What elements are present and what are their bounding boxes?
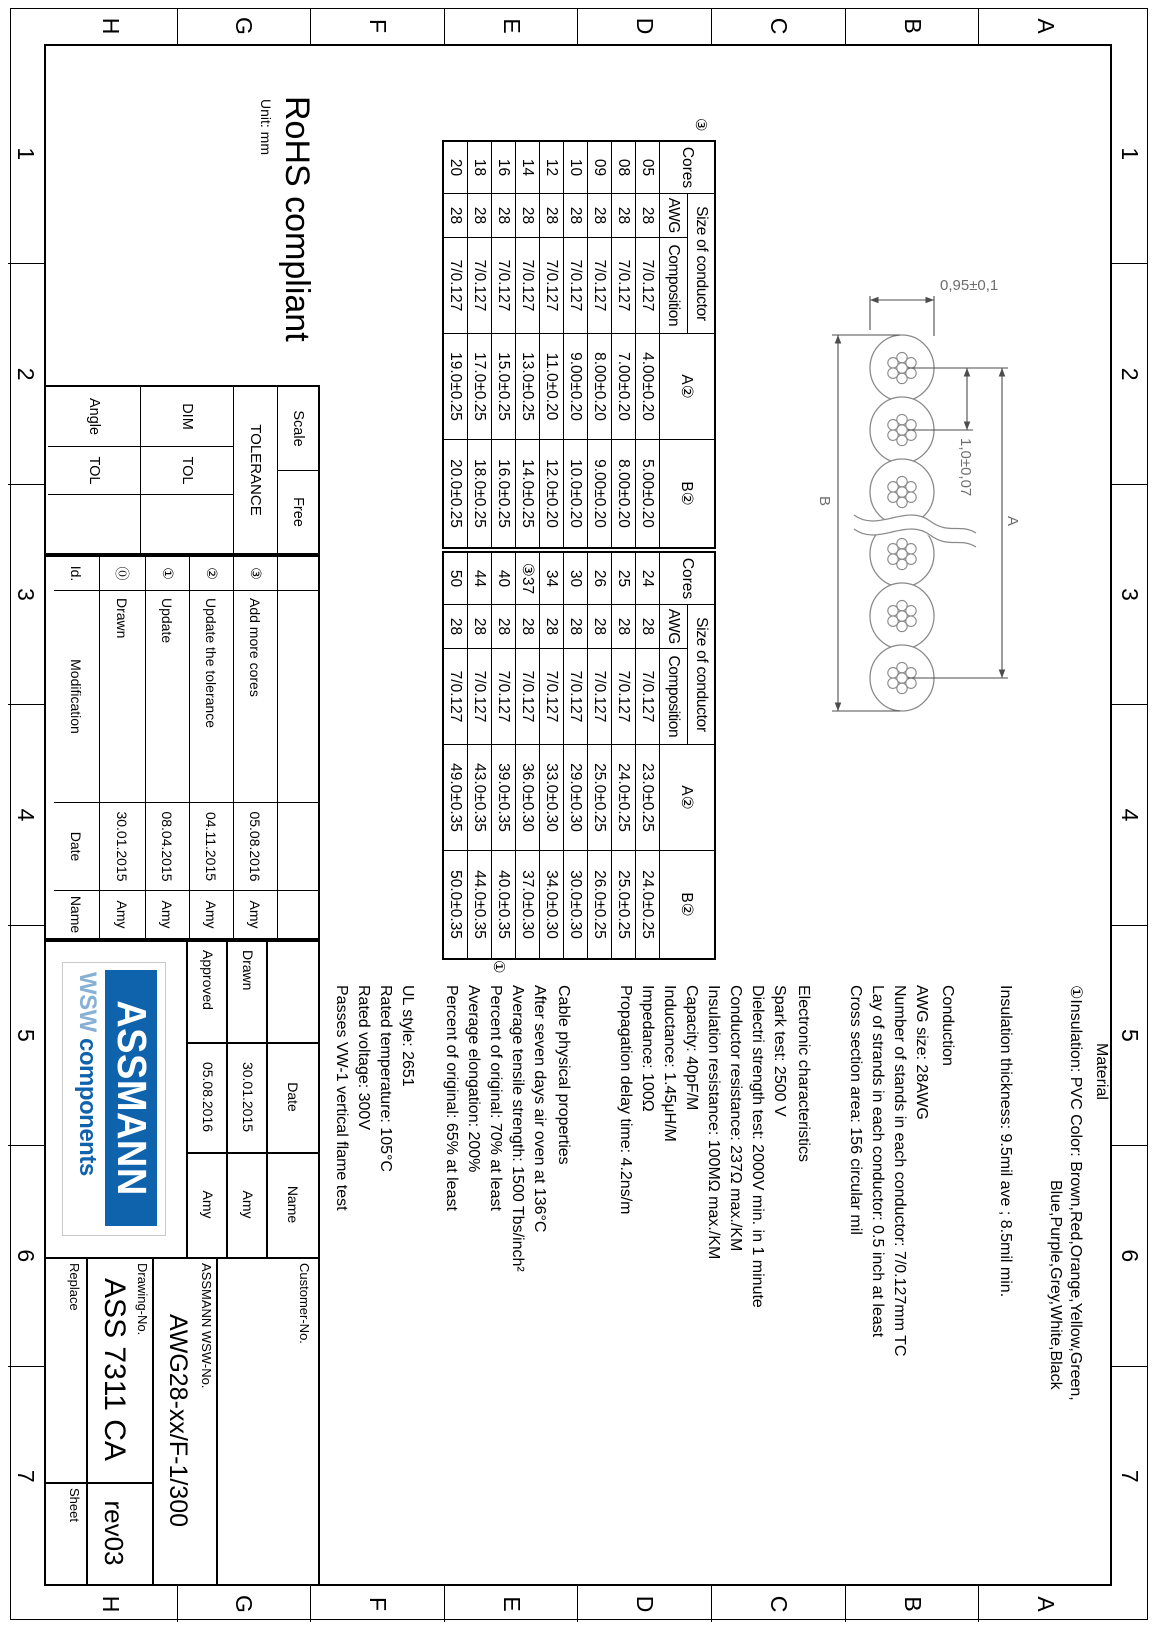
sheet-label: Sheet xyxy=(67,1488,82,1522)
assmann-logo xyxy=(62,962,166,1236)
table-row: ③37 28 7/0.127 36.0±0.30 37.0±0.30 xyxy=(516,553,540,958)
grid-letter: D xyxy=(579,8,713,44)
assmann-logo-box xyxy=(105,970,157,1226)
electronic-line: Impedance: 100Ω xyxy=(639,985,656,1112)
col-header-a: A② xyxy=(660,745,714,851)
grid-number: 1 xyxy=(1117,147,1144,161)
table-row: 14 28 7/0.127 13.0±0.25 14.0±0.25 xyxy=(516,142,540,547)
material-title: Material xyxy=(1093,1043,1110,1100)
grid-number: 5 xyxy=(1112,925,1148,1145)
physical-line: After seven days air oven at 136°C xyxy=(531,985,548,1233)
dim-tol-label: TOL xyxy=(141,447,233,495)
col-header-a: A② xyxy=(660,334,714,440)
grid-ref-top xyxy=(1112,44,1148,1586)
drawing-no-value: ASS 7311 CA xyxy=(98,1278,131,1461)
grid-letter: B xyxy=(846,1586,980,1622)
sign-date-header: Date xyxy=(285,1082,301,1112)
ul-line: Rated voltage: 300V xyxy=(355,985,372,1130)
revision-row: ② Update the tolerance 04.11.2015 Amy xyxy=(190,557,234,938)
grid-ref-right xyxy=(44,1586,1112,1622)
scale-value: Free xyxy=(290,497,306,527)
material-line: Insulation thickness: 9.5mil ave ; 8.5mil min. xyxy=(997,985,1014,1298)
ul-line: UL style: 2651 xyxy=(399,985,416,1087)
col-header-cores: Cores xyxy=(660,553,714,605)
electronic-title: Electronic characteristics xyxy=(795,985,812,1162)
col-header-composition: Composition xyxy=(665,655,683,738)
revision-row: ③ Add more cores 05.08.2016 Amy xyxy=(234,557,278,938)
wsw-no-value: AWG28-xx/F-1/300 xyxy=(164,1313,193,1528)
electronic-line: Dielectri strength test: 2000V min. in 1 minute xyxy=(749,985,766,1308)
table-row: 20 28 7/0.127 19.0±0.25 20.0±0.25 xyxy=(444,142,468,547)
revision-table xyxy=(44,555,320,940)
title-block xyxy=(44,940,320,1586)
assmann-brand-text: ASSMANN xyxy=(108,1000,155,1196)
angle-tol-value xyxy=(48,495,140,553)
physical-title: Cable physical properties xyxy=(555,985,572,1165)
size-of-conductor-label: Size of conductor xyxy=(687,194,714,333)
grid-number: 5 xyxy=(8,925,44,1145)
col-header-composition: Composition xyxy=(665,244,683,327)
grid-letter: A xyxy=(1033,1596,1060,1612)
ul-line: Passes VW-1 vertical flame test xyxy=(333,985,350,1211)
physical-line: Average elongation: 200% xyxy=(465,985,482,1173)
col-header-size xyxy=(660,194,714,334)
conduction-line: AWG size: 28AWG xyxy=(913,985,930,1120)
customer-no-label: Customer-No. xyxy=(297,1263,312,1344)
grid-letter: H xyxy=(44,1586,178,1622)
col-header-size xyxy=(660,605,714,745)
table-row: 12 28 7/0.127 11.0±0.20 12.0±0.20 xyxy=(540,142,564,547)
table-row: 34 28 7/0.127 33.0±0.30 34.0±0.30 xyxy=(540,553,564,958)
grid-letter: E xyxy=(445,8,579,44)
drawn-name: Amy xyxy=(240,1190,256,1219)
cores-table-1 xyxy=(442,140,716,549)
table-row: 16 28 7/0.127 15.0±0.25 16.0±0.25 xyxy=(492,142,516,547)
table-row: 08 28 7/0.127 7.00±0.20 8.00±0.20 xyxy=(612,142,636,547)
sign-name-header: Name xyxy=(285,1185,301,1224)
electronic-line: Conductor resistance: 237Ω max./KM xyxy=(727,985,744,1252)
electronic-line: Insulation resistance: 100MΩ max./KM xyxy=(705,985,722,1260)
table-row: 18 28 7/0.127 17.0±0.25 18.0±0.25 xyxy=(468,142,492,547)
electronic-line: Capacity: 40pF/M xyxy=(683,985,700,1111)
grid-number: 7 xyxy=(8,1366,44,1586)
grid-letter: G xyxy=(178,1586,312,1622)
dim-label-od: 0,95±0,1 xyxy=(940,277,999,294)
approved-label: Approved xyxy=(200,950,216,1010)
drawing-no-label: Drawing-No. xyxy=(135,1263,150,1336)
grid-number: 4 xyxy=(1112,704,1148,924)
electronic-line: Propagation delay time: 4.2ns/m xyxy=(617,985,634,1215)
wsw-no-label: ASSMANN WSW-No. xyxy=(199,1263,214,1389)
dim-tol-value xyxy=(141,495,233,553)
approved-date: 05.08.2016 xyxy=(200,1061,216,1133)
grid-number: 2 xyxy=(8,263,44,483)
grid-number: 1 xyxy=(13,147,40,161)
drawn-label: Drawn xyxy=(240,950,256,991)
conduction-line: Number of stands in each conductor: 7/0.127mm TC xyxy=(891,985,908,1357)
revision-row: ⓪ Drawn 30.01.2015 Amy xyxy=(100,557,146,938)
grid-number: 3 xyxy=(8,484,44,704)
approved-name: Amy xyxy=(200,1190,216,1219)
grid-number: 6 xyxy=(8,1145,44,1365)
grid-number: 6 xyxy=(1112,1145,1148,1365)
drawn-date: 30.01.2015 xyxy=(240,1061,256,1133)
table-row: 40 28 7/0.127 39.0±0.35 40.0±0.35 xyxy=(492,553,516,958)
col-header-awg: AWG xyxy=(660,194,687,238)
dim-label-a: A xyxy=(1004,516,1021,527)
angle-label: Angle xyxy=(48,387,140,447)
grid-ref-bottom xyxy=(8,44,44,1586)
grid-number: 3 xyxy=(1112,484,1148,704)
grid-letter: B xyxy=(846,8,980,44)
physical-line: Percent of original: 65% at least xyxy=(443,985,460,1211)
table-row: 24 28 7/0.127 23.0±0.25 24.0±0.25 xyxy=(636,553,659,958)
table-row: 10 28 7/0.127 9.00±0.20 10.0±0.20 xyxy=(564,142,588,547)
grid-letter: E xyxy=(445,1586,579,1622)
grid-letter: D xyxy=(579,1586,713,1622)
scale-label: Scale xyxy=(278,387,318,471)
dim-label: DIM xyxy=(141,387,233,447)
electronic-line: Spark test: 2500 V xyxy=(771,985,788,1117)
conduction-title: Conduction xyxy=(939,985,956,1066)
cable-cross-section-drawing xyxy=(766,260,1046,740)
table-row: 25 28 7/0.127 24.0±0.25 25.0±0.25 xyxy=(612,553,636,958)
grid-number: 7 xyxy=(1112,1366,1148,1586)
col-header-cores: Cores xyxy=(660,142,714,194)
cores-table-2 xyxy=(442,551,716,960)
grid-letter: H xyxy=(44,8,178,44)
grid-letter: C xyxy=(712,8,846,44)
revision-row-empty xyxy=(278,557,318,938)
grid-letter: F xyxy=(311,8,445,44)
grid-number: 4 xyxy=(8,704,44,924)
grid-ref-left xyxy=(44,8,1112,44)
table-row: 26 28 7/0.127 25.0±0.25 26.0±0.25 xyxy=(588,553,612,958)
col-header-awg: AWG xyxy=(660,605,687,649)
grid-letter: F xyxy=(311,1586,445,1622)
grid-letter: G xyxy=(178,8,312,44)
revision-header-row: Id. Modification Date Name xyxy=(54,557,100,938)
dim-label-b: B xyxy=(816,496,833,507)
dim-label-pitch: 1,0±0,07 xyxy=(957,438,974,497)
physical-line: Percent of original: 70% at least xyxy=(487,985,504,1211)
cores-table-header xyxy=(659,142,714,547)
grid-letter: A xyxy=(1033,18,1060,34)
table-row: 44 28 7/0.127 43.0±0.35 44.0±0.35 xyxy=(468,553,492,958)
cores-table-header xyxy=(659,553,714,958)
col-header-b: B② xyxy=(678,892,696,917)
unit-label: Unit: mm xyxy=(258,99,274,155)
col-header-b: B② xyxy=(678,481,696,506)
ul-line: Rated temperature: 105°C xyxy=(377,985,394,1172)
conduction-line: Lay of strands in each conductor: 0.5 inch at least xyxy=(869,985,886,1338)
conduction-line: Cross section area: 156 circular mil xyxy=(847,985,864,1235)
material-line: ①Insulation: PVC Color: Brown,Red,Orange,Yellow,Green, xyxy=(1067,985,1084,1401)
angle-tol-label: TOL xyxy=(48,447,140,495)
material-line: Blue,Purple,Grey,White,Black xyxy=(1047,1180,1064,1390)
tolerance-label: TOLERANCE xyxy=(247,424,264,516)
footnote-mark-3: ③ xyxy=(692,118,709,132)
table-row: 30 28 7/0.127 29.0±0.30 30.0±0.30 xyxy=(564,553,588,958)
table-row: 05 28 7/0.127 4.00±0.20 5.00±0.20 xyxy=(636,142,659,547)
footnote-mark-1: ① xyxy=(490,960,507,974)
table-row: 50 28 7/0.127 49.0±0.35 50.0±0.35 xyxy=(444,553,468,958)
grid-number: 2 xyxy=(1112,263,1148,483)
table-row: 09 28 7/0.127 8.00±0.20 9.00±0.20 xyxy=(588,142,612,547)
revision-row: ① Update 08.04.2015 Amy xyxy=(146,557,190,938)
revision-value: rev03 xyxy=(99,1500,130,1566)
replace-label: Replace xyxy=(67,1263,82,1311)
grid-letter: C xyxy=(712,1586,846,1622)
electronic-line: Inductance: 1.45μH/M xyxy=(661,985,678,1142)
size-of-conductor-label: Size of conductor xyxy=(687,605,714,744)
physical-line: Average tensile strength: 1500 Tbs/inch² xyxy=(509,985,526,1272)
rohs-compliant-label: RoHS compliant xyxy=(278,96,316,342)
tolerance-box xyxy=(44,385,320,555)
wsw-components-text: WSW components xyxy=(74,972,101,1176)
